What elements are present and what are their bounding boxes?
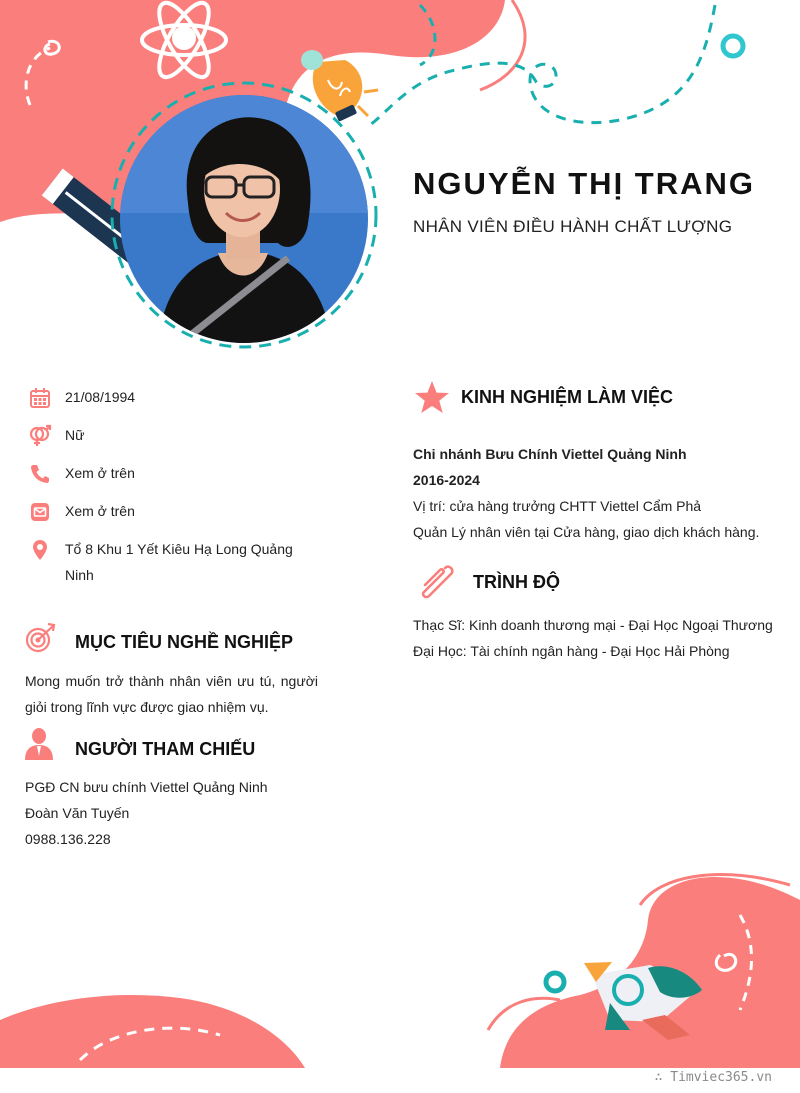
- experience-block: [413, 441, 783, 545]
- location-pin-icon: [28, 538, 52, 562]
- reference-block: [25, 774, 345, 852]
- target-icon: [24, 622, 58, 654]
- email-text: Xem ở trên: [65, 503, 135, 519]
- phone-text: Xem ở trên: [65, 465, 135, 481]
- gender-text: Nữ: [65, 427, 85, 443]
- birthday-text: 21/08/1994: [65, 389, 136, 405]
- experience-company: Chi nhánh Bưu Chính Viettel Quảng Ninh: [413, 446, 687, 462]
- phone-icon: [28, 462, 52, 486]
- gender-icon: [28, 424, 52, 448]
- contact-email: [28, 500, 305, 524]
- education-block: [413, 612, 788, 664]
- reference-title: NGƯỜI THAM CHIẾU: [75, 739, 256, 759]
- person-icon: [24, 727, 54, 761]
- reference-phone: 0988.136.228: [25, 831, 111, 847]
- reference-name: Đoàn Văn Tuyến: [25, 805, 130, 821]
- reference-position: PGĐ CN bưu chính Viettel Quảng Ninh: [25, 779, 268, 795]
- education-title: TRÌNH ĐỘ: [473, 572, 560, 592]
- contact-phone: [28, 462, 305, 486]
- objective-text: Mong muốn trở thành nhân viên ưu tú, người giỏi trong lĩnh vực được giao nhiệm vụ.: [25, 673, 318, 715]
- education-bachelor: Đại Học: Tài chính ngân hàng - Đại Học Hải Phòng: [413, 643, 730, 659]
- avatar: [118, 93, 370, 345]
- contact-birthday: [28, 386, 305, 410]
- star-icon: [414, 380, 450, 414]
- experience-title: KINH NGHIỆM LÀM VIỆC: [461, 387, 674, 407]
- candidate-name: NGUYỄN THỊ TRANG: [413, 166, 755, 201]
- email-icon: [28, 500, 52, 524]
- address-text: Tổ 8 Khu 1 Yết Kiêu Hạ Long Quảng Ninh: [65, 541, 293, 583]
- job-title: NHÂN VIÊN ĐIỀU HÀNH CHẤT LƯỢNG: [413, 217, 733, 236]
- experience-period: 2016-2024: [413, 472, 480, 488]
- calendar-icon: [28, 386, 52, 410]
- contact-address: [28, 538, 305, 588]
- experience-duty: Quản Lý nhân viên tại Cửa hàng, giao dịch khách hàng.: [413, 524, 760, 540]
- education-masters: Thạc Sĩ: Kinh doanh thương mại - Đại Học Ngoại Thương: [413, 617, 773, 633]
- objective-title: MỤC TIÊU NGHỀ NGHIỆP: [75, 632, 294, 652]
- paperclip-icon: [415, 562, 457, 604]
- experience-position: Vị trí: cửa hàng trưởng CHTT Viettel Cẩm Phả: [413, 498, 702, 514]
- watermark: ∴ Timviec365.vn: [654, 1070, 772, 1085]
- contact-gender: [28, 424, 305, 448]
